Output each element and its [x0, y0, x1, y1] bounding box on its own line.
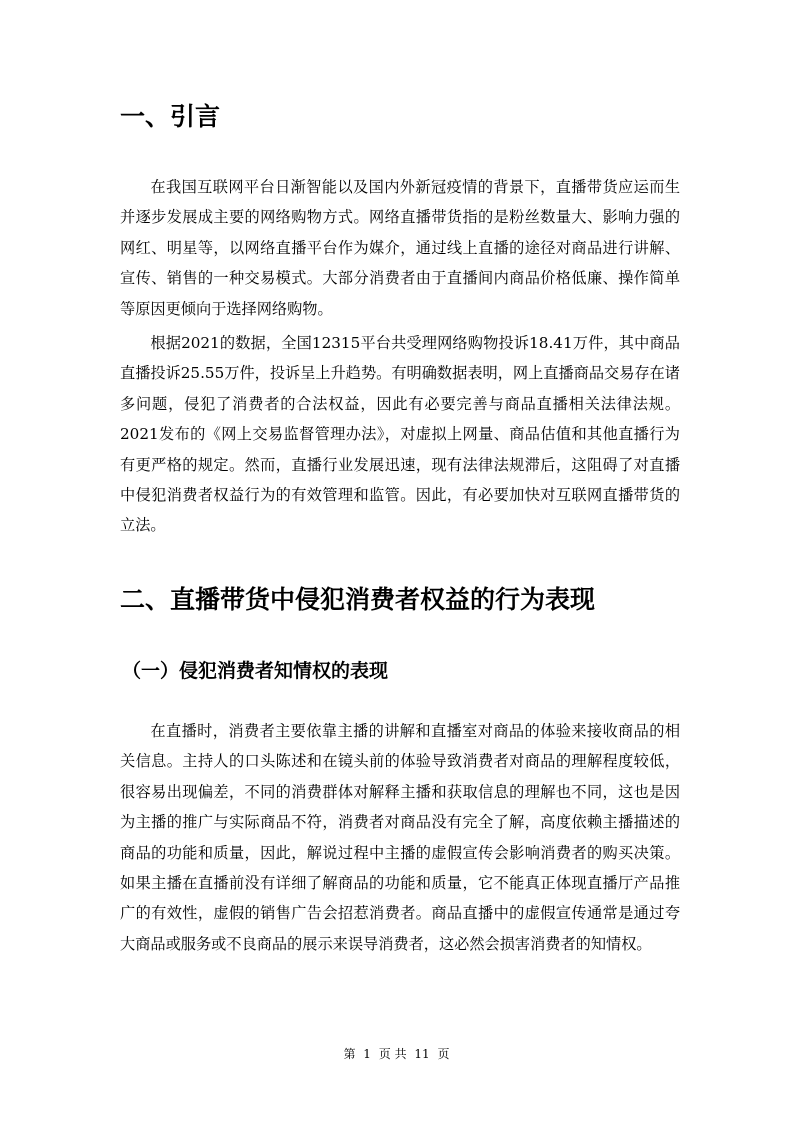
subsection-1-paragraph: 在直播时，消费者主要依靠主播的讲解和直播室对商品的体验来接收商品的相关信息。主持人的口头陈述和在镜头前的体验导致消费者对商品的理解程度较低，很容易出现偏差，不同的消费群体对解释主播和获取信息的理解也不同，这也是因为主播的推广与实际商品不符，消费者对商品没有完全了解，高度依赖主播描述的商品的功能和质量，因此，解说过程中主播的虚假宣传会影响消费者的购买决策。如果主播在直播前没有详细了解商品的功能和质量，它不能真正体现直播厅产品推广的有效性，虚假的销售广告会招惹消费者。商品直播中的虚假宣传通常是通过夸大商品或服务或不良商品的展示来误导消费者，这必然会损害消费者的知情权。 — [120, 722, 680, 953]
section-1-heading: 一、引言 — [120, 102, 221, 131]
section-2-heading: 二、直播带货中侵犯消费者权益的行为表现 — [120, 585, 596, 614]
footer-prefix: 第 — [343, 1047, 356, 1061]
footer-page-number: 1 — [363, 1047, 371, 1061]
section-1-paragraph-1: 在我国互联网平台日渐智能以及国内外新冠疫情的背景下，直播带货应运而生并逐步发展成主要的网络购物方式。网络直播带货指的是粉丝数量大、影响力强的网红、明星等，以网络直播平台作为媒介，通过线上直播的途径对商品进行讲解、宣传、销售的一种交易模式。大部分消费者由于直播间内商品价格低廉、操作简单等原因更倾向于选择网络购物。 — [120, 178, 680, 318]
footer-middle: 页 共 — [378, 1047, 407, 1061]
footer-total-pages: 11 — [414, 1047, 430, 1061]
section-1-paragraph-2: 根据2021的数据，全国12315平台共受理网络购物投诉18.41万件，其中商品直播投诉25.55万件，投诉呈上升趋势。有明确数据表明，网上直播商品交易存在诸多问题，侵犯了消费者的合法权益，因此有必要完善与商品直播相关法律法规。2021发布的《网上交易监督管理办法》，对虚拟上网量、商品估值和其他直播行为有更严格的规定。然而，直播行业发展迅速，现有法律法规滞后，这阻碍了对直播中侵犯消费者权益行为的有效管理和监管。因此，有必要加快对互联网直播带货的立法。 — [120, 334, 680, 535]
footer-suffix: 页 — [437, 1047, 450, 1061]
page-footer — [0, 1046, 793, 1062]
subsection-1-heading: （一）侵犯消费者知情权的表现 — [122, 660, 389, 682]
